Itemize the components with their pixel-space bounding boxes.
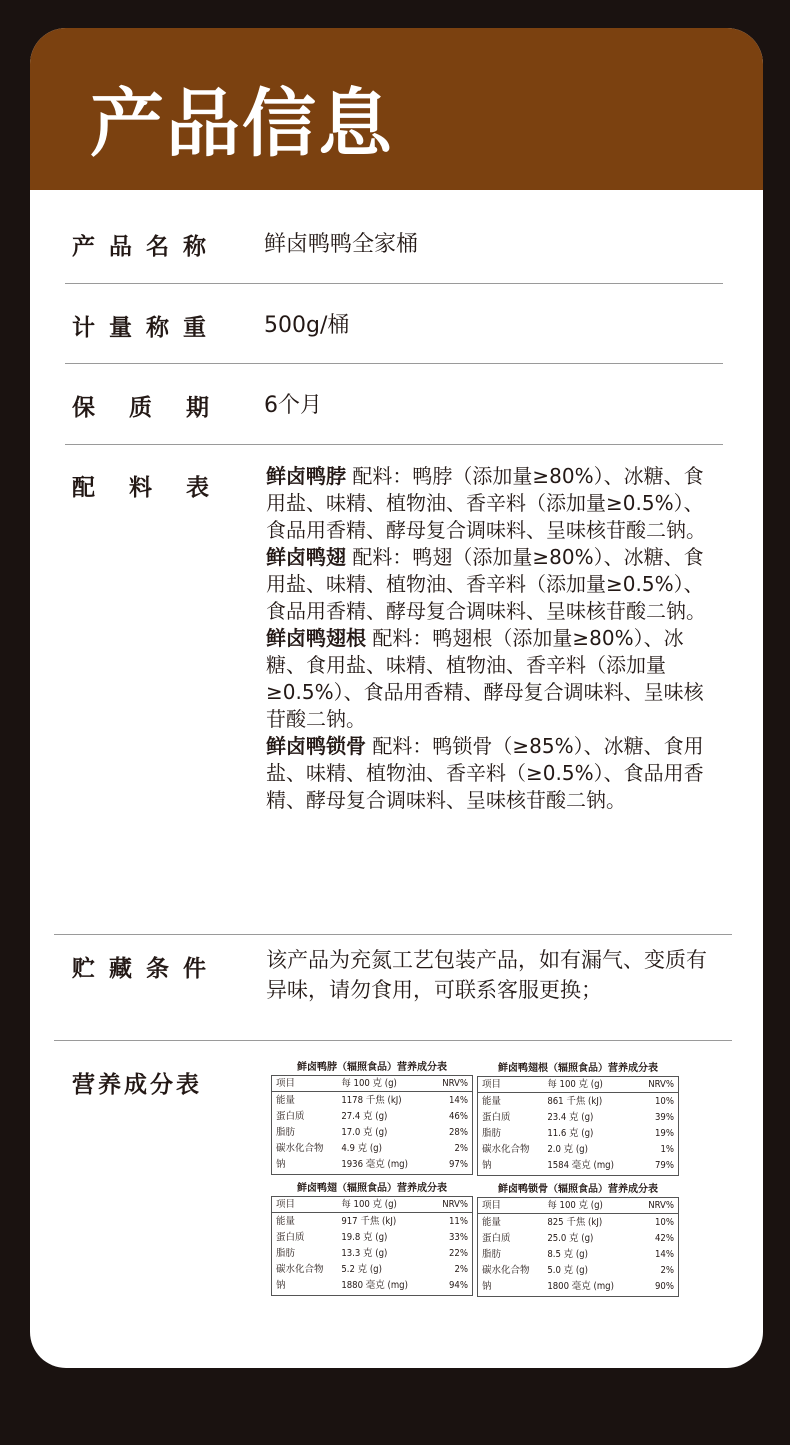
nutrition-table	[477, 1183, 679, 1297]
table-cell: 蛋白质	[482, 1112, 511, 1123]
table-cell: 蛋白质	[276, 1111, 305, 1122]
ingredient-text: 配料：鸭翅根（添加量≥80%）、冰糖、食用盐、味精、植物油、香辛料（添加量≥0.5%）、食品用香精、酵母复合调味料、呈味核苷酸二钠。	[266, 626, 704, 731]
table-row	[478, 1158, 678, 1174]
nutrition-table-header	[478, 1077, 678, 1093]
table-cell: 碳水化合物	[276, 1264, 324, 1275]
table-row	[272, 1157, 472, 1173]
table-row	[478, 1094, 678, 1110]
table-cell: 蛋白质	[482, 1233, 511, 1244]
ingredient-item	[266, 625, 711, 733]
table-cell: 蛋白质	[276, 1232, 305, 1243]
header-cell: 项目	[276, 1199, 296, 1210]
table-cell: 钠	[482, 1281, 492, 1292]
table-row	[272, 1109, 472, 1125]
table-cell: 5.0 克 (g)	[547, 1265, 588, 1276]
table-cell: 17.0 克 (g)	[341, 1127, 388, 1138]
table-cell: 1936 毫克 (mg)	[341, 1159, 408, 1170]
ingredient-text: 配料：鸭翅（添加量≥80%）、冰糖、食用盐、味精、植物油、香辛料（添加量≥0.5%）、食品用香精、酵母复合调味料、呈味核苷酸二钠。	[266, 545, 706, 623]
table-cell: 2%	[454, 1143, 468, 1154]
nutrition-table	[271, 1061, 473, 1175]
table-cell: 能量	[276, 1216, 296, 1227]
ingredient-product-name: 鲜卤鸭翅	[266, 545, 346, 569]
header-cell: NRV%	[442, 1078, 468, 1089]
ingredients-list	[266, 463, 711, 814]
nutrition-table	[477, 1062, 679, 1176]
header-cell: 每 100 克 (g)	[341, 1078, 397, 1089]
table-cell: 钠	[276, 1159, 286, 1170]
product-info-card	[30, 28, 763, 1368]
ingredient-product-name: 鲜卤鸭脖	[266, 464, 346, 488]
table-cell: 钠	[482, 1160, 492, 1171]
header-cell: NRV%	[442, 1199, 468, 1210]
table-row	[478, 1215, 678, 1231]
table-row	[478, 1110, 678, 1126]
table-cell: 5.2 克 (g)	[341, 1264, 382, 1275]
header-cell: 每 100 克 (g)	[341, 1199, 397, 1210]
table-cell: 46%	[449, 1111, 468, 1122]
storage-value: 该产品为充氮工艺包装产品，如有漏气、变质有异味，请勿食用，可联系客服更换；	[266, 948, 707, 1002]
table-row	[272, 1125, 472, 1141]
product-name-value: 鲜卤鸭鸭全家桶	[264, 232, 419, 257]
table-row	[272, 1262, 472, 1278]
ingredient-item	[266, 544, 711, 625]
header-cell: 每 100 克 (g)	[547, 1200, 603, 1211]
table-cell: 14%	[655, 1249, 674, 1260]
table-cell: 碳水化合物	[276, 1143, 324, 1154]
table-cell: 钠	[276, 1280, 286, 1291]
table-cell: 825 千焦 (kJ)	[547, 1217, 603, 1228]
nutrition-table-title: 鲜卤鸭翅（辐照食品）营养成分表	[297, 1183, 447, 1194]
table-cell: 79%	[655, 1160, 674, 1171]
table-cell: 1880 毫克 (mg)	[341, 1280, 408, 1291]
table-cell: 10%	[655, 1217, 674, 1228]
ingredient-product-name: 鲜卤鸭锁骨	[266, 734, 366, 758]
page-title: 产品信息	[90, 81, 394, 167]
table-row	[272, 1141, 472, 1157]
storage-label: 贮藏条件	[72, 956, 220, 982]
table-cell: 14%	[449, 1095, 468, 1106]
table-cell: 能量	[482, 1096, 502, 1107]
table-cell: 97%	[449, 1159, 468, 1170]
table-cell: 917 千焦 (kJ)	[341, 1216, 397, 1227]
table-row	[478, 1231, 678, 1247]
table-row	[272, 1214, 472, 1230]
header-cell: 项目	[482, 1079, 502, 1090]
header-cell: 每 100 克 (g)	[547, 1079, 603, 1090]
table-cell: 33%	[449, 1232, 468, 1243]
table-cell: 10%	[655, 1096, 674, 1107]
nutrition-table-title: 鲜卤鸭锁骨（辐照食品）营养成分表	[498, 1184, 658, 1195]
shelf-life-label: 保质期	[72, 395, 243, 421]
nutrition-table-header	[272, 1197, 472, 1213]
shelf-life-value: 6个月	[264, 393, 322, 418]
table-cell: 19.8 克 (g)	[341, 1232, 388, 1243]
table-cell: 2.0 克 (g)	[547, 1144, 588, 1155]
table-cell: 42%	[655, 1233, 674, 1244]
nutrition-table-title: 鲜卤鸭翅根（辐照食品）营养成分表	[498, 1063, 658, 1074]
table-row	[272, 1246, 472, 1262]
divider	[65, 363, 723, 364]
table-cell: 28%	[449, 1127, 468, 1138]
table-cell: 脂肪	[276, 1127, 296, 1138]
ingredient-product-name: 鲜卤鸭翅根	[266, 626, 366, 650]
table-cell: 2%	[660, 1265, 674, 1276]
divider	[65, 444, 723, 445]
table-cell: 2%	[454, 1264, 468, 1275]
table-cell: 脂肪	[276, 1248, 296, 1259]
nutrition-label: 营养成分表	[72, 1072, 202, 1098]
table-cell: 19%	[655, 1128, 674, 1139]
nutrition-table-header	[272, 1076, 472, 1092]
table-cell: 39%	[655, 1112, 674, 1123]
table-cell: 25.0 克 (g)	[547, 1233, 594, 1244]
table-cell: 脂肪	[482, 1128, 502, 1139]
ingredient-text: 配料：鸭锁骨（≥85%）、冰糖、食用盐、味精、植物油、香辛料（≥0.5%）、食品用香精、酵母复合调味料、呈味核苷酸二钠。	[266, 734, 704, 812]
table-row	[478, 1263, 678, 1279]
nutrition-table-header	[478, 1198, 678, 1214]
header-cell: NRV%	[648, 1079, 674, 1090]
table-cell: 13.3 克 (g)	[341, 1248, 388, 1259]
table-cell: 22%	[449, 1248, 468, 1259]
net-weight-label: 计量称重	[72, 315, 220, 341]
table-cell: 碳水化合物	[482, 1265, 530, 1276]
table-row	[478, 1126, 678, 1142]
table-row	[478, 1142, 678, 1158]
table-cell: 1%	[660, 1144, 674, 1155]
nutrition-table	[271, 1182, 473, 1296]
table-cell: 11.6 克 (g)	[547, 1128, 594, 1139]
table-row	[272, 1230, 472, 1246]
table-cell: 4.9 克 (g)	[341, 1143, 382, 1154]
divider	[54, 1040, 732, 1041]
table-cell: 94%	[449, 1280, 468, 1291]
table-cell: 脂肪	[482, 1249, 502, 1260]
table-cell: 27.4 克 (g)	[341, 1111, 388, 1122]
header-cell: NRV%	[648, 1200, 674, 1211]
table-row	[478, 1247, 678, 1263]
nutrition-table-title: 鲜卤鸭脖（辐照食品）营养成分表	[297, 1062, 447, 1073]
header-banner	[30, 28, 763, 190]
table-row	[272, 1093, 472, 1109]
table-cell: 90%	[655, 1281, 674, 1292]
table-cell: 8.5 克 (g)	[547, 1249, 588, 1260]
table-cell: 能量	[276, 1095, 296, 1106]
ingredient-text: 配料：鸭脖（添加量≥80%）、冰糖、食用盐、味精、植物油、香辛料（添加量≥0.5%）、食品用香精、酵母复合调味料、呈味核苷酸二钠。	[266, 464, 706, 542]
ingredient-item	[266, 463, 711, 544]
table-cell: 能量	[482, 1217, 502, 1228]
table-cell: 1800 毫克 (mg)	[547, 1281, 614, 1292]
table-cell: 1584 毫克 (mg)	[547, 1160, 614, 1171]
header-cell: 项目	[482, 1200, 502, 1211]
table-cell: 碳水化合物	[482, 1144, 530, 1155]
divider	[65, 283, 723, 284]
product-name-label: 产品名称	[72, 234, 220, 260]
divider	[54, 934, 732, 935]
ingredient-item	[266, 733, 711, 814]
table-cell: 11%	[449, 1216, 468, 1227]
table-cell: 23.4 克 (g)	[547, 1112, 594, 1123]
table-cell: 1178 千焦 (kJ)	[341, 1095, 402, 1106]
ingredients-label: 配料表	[72, 475, 243, 501]
net-weight-value: 500g/桶	[264, 313, 350, 338]
header-cell: 项目	[276, 1078, 296, 1089]
table-row	[478, 1279, 678, 1295]
table-cell: 861 千焦 (kJ)	[547, 1096, 603, 1107]
table-row	[272, 1278, 472, 1294]
